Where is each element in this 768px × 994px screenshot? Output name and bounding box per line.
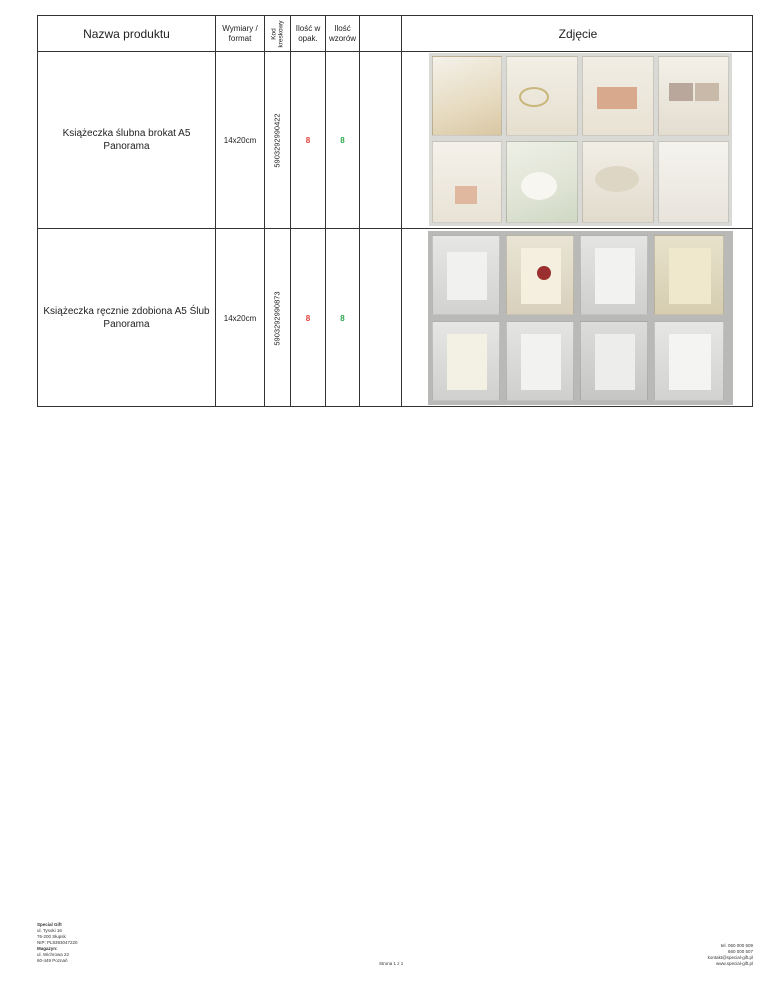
row-1-photo — [429, 53, 732, 226]
footer-address-line: 76-200 Słupsk — [37, 934, 66, 939]
card-photo — [432, 235, 500, 315]
footer-contact-block — [708, 943, 753, 967]
header-barcode: Kod kreskowy — [270, 19, 285, 48]
footer-address-line: 60-449 Poznań — [37, 958, 68, 963]
row-2-dimensions: 14x20cm — [223, 313, 257, 323]
footer-address-line: Magazyn: — [37, 946, 58, 951]
row-2-qty-designs: 8 — [340, 313, 345, 323]
card-photo — [658, 56, 729, 136]
footer-address-line: ul. Tysoki 16 — [37, 928, 62, 933]
footer-page-number: Strona 1 z 1 — [379, 961, 404, 966]
card-photo — [654, 321, 724, 401]
header-photo: Zdjęcie — [558, 26, 598, 41]
footer-contact-line: kontakt@special-gift.pl — [707, 955, 753, 960]
row-2-photo — [428, 231, 733, 405]
footer-contact-line: tel. 060 000 509 — [720, 943, 753, 948]
card-photo — [580, 235, 648, 315]
row-1-qty-designs: 8 — [340, 135, 345, 145]
card-photo — [506, 235, 574, 315]
row-1-barcode-cell — [265, 52, 290, 228]
card-photo — [654, 235, 724, 315]
row-2-barcode-cell — [265, 229, 290, 407]
row-1-barcode: 5903292990422 — [273, 112, 283, 168]
header-dimensions: Wymiary / format — [222, 23, 258, 43]
card-photo — [432, 141, 502, 223]
footer-contact-line: www.special-gift.pl — [715, 961, 753, 966]
footer-company: Special Gift — [37, 922, 62, 927]
row-1-dimensions: 14x20cm — [223, 135, 257, 145]
card-photo — [506, 56, 578, 136]
row-2-qty-pack: 8 — [305, 313, 311, 323]
row-1-name: Książeczka ślubna brokat A5 Panorama — [62, 128, 191, 152]
header-qty-pack: Ilość w opak. — [295, 23, 321, 43]
row-2-barcode: 5903292990873 — [273, 290, 283, 346]
card-photo — [580, 321, 648, 401]
product-table — [37, 15, 753, 407]
footer-contact-line: 660 000 507 — [727, 949, 753, 954]
card-photo — [432, 321, 500, 401]
card-photo — [506, 321, 574, 401]
card-photo — [582, 141, 654, 223]
header-qty-designs: Ilość wzorów — [328, 23, 357, 43]
header-barcode-cell — [265, 16, 290, 51]
footer-address-line: NIP: PL8393047220 — [37, 940, 78, 945]
footer-address-line: ul. Wichrowa 22 — [37, 952, 70, 957]
card-photo — [582, 56, 654, 136]
row-1-qty-pack: 8 — [305, 135, 311, 145]
row-2-name: Książeczka ręcznie zdobiona A5 Ślub Panorama — [43, 306, 210, 330]
header-product-name: Nazwa produktu — [83, 26, 170, 41]
card-photo — [432, 56, 502, 136]
footer-company-block — [37, 922, 78, 964]
card-photo — [506, 141, 578, 223]
card-photo — [658, 141, 729, 223]
